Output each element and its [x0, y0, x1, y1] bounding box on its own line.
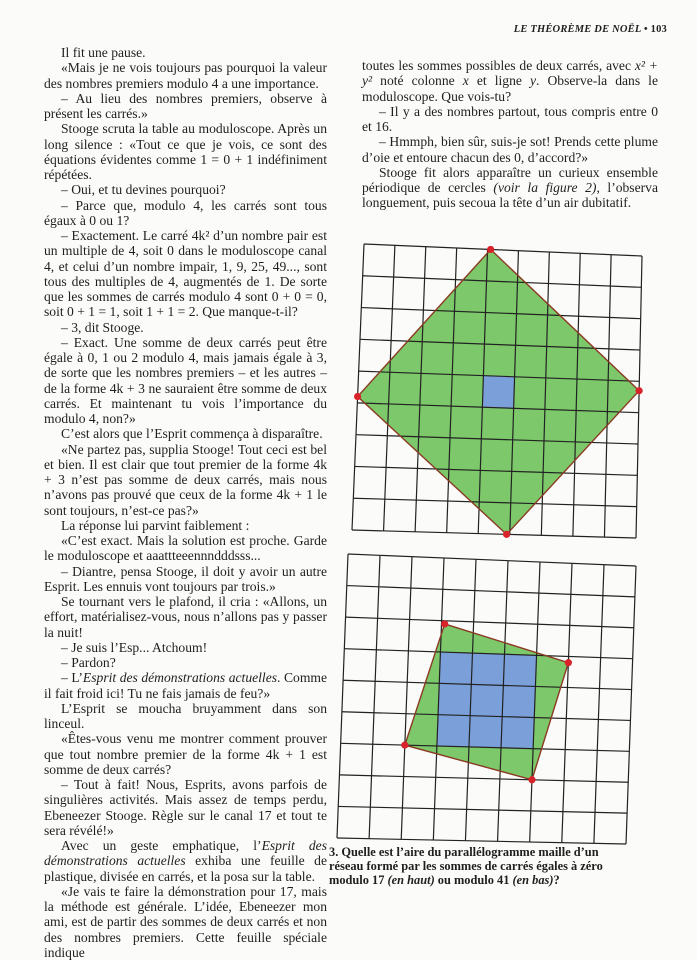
text-run: . Observe-la dans le moduloscope. Que vois-tu?	[362, 73, 658, 104]
text-run: exhiba une feuille de plastique, divisée en carrés, et la posa sur la table.	[44, 853, 327, 884]
paragraph: – Au lieu des nombres premiers, observe à présent les carrés.»	[44, 90, 327, 121]
paragraph: – Exactement. Le carré 4k² d’un nombre pair est un multiple de 4, soit 0 dans le moduloscope canal 4, et celui d’un nombre impair, 1, 9, 25, 49..., sont tous des multiples de 4, augmentés de 1. De sorte que les sommes de carrés modulo 4 sont 0 + 0 = 0, soit 0 + 1 = 1, soit 1 + 1 = 2. Que manque-t-il?	[44, 228, 327, 320]
paragraph: – Il y a des nombres partout, tous compris entre 0 et 16.	[362, 103, 658, 134]
paragraph	[362, 58, 658, 104]
paragraph	[362, 165, 658, 211]
lattice-vertex	[503, 531, 510, 538]
paragraph: «Je vais te faire la démonstration pour 17, mais la méthode est générale. L’idée, Ebeneezer mon ami, est de partir des sommes de deux carrés et non des nombres premiers. Cette feuille spéciale indique	[44, 883, 327, 960]
highlight-cell	[439, 652, 472, 684]
figure-caption	[329, 846, 635, 887]
highlight-cell	[502, 685, 535, 717]
caption-text: Quelle est l’aire du parallélogramme maille d’un réseau formé par les sommes de carrés égales à zéro modulo 17	[329, 845, 603, 887]
lattice-vertex	[354, 393, 361, 400]
italic-run: Esprit des démonstrations actuelles	[44, 838, 327, 869]
header-separator: •	[643, 24, 648, 35]
paragraph: Se tournant vers le plafond, il cria : «Allons, un effort, matérialisez-vous, nous n’allons pas y passer la nuit!	[44, 594, 327, 640]
italic-run: Esprit des démonstrations actuelles	[82, 670, 278, 686]
text-run: – L’	[61, 670, 83, 686]
highlight-cell	[471, 653, 504, 685]
caption-number: 3.	[329, 845, 339, 859]
paragraph: – Je suis l’Esp... Atchoum!	[61, 639, 208, 655]
highlight-cell	[469, 716, 502, 748]
paragraph: – Oui, et tu devines pourquoi?	[61, 182, 226, 198]
highlight-cell	[501, 717, 534, 749]
paragraph: «Mais je ne vois toujours pas pourquoi la valeur des nombres premiers modulo 4 a une importance.	[44, 60, 327, 91]
highlight-cell	[438, 683, 471, 715]
caption-text: ou modulo 41	[434, 872, 513, 887]
figure-lattice-mod-17	[344, 238, 654, 548]
text-run: toutes les sommes possibles de deux carrés, avec	[362, 58, 635, 73]
text-run: , l’observa longuement, puis secoua la tête d’un air dubitatif.	[362, 180, 658, 211]
paragraph: Stooge scruta la table au moduloscope. Après un long silence : «Tout ce que je vois, ce sont des équations évidentes comme 1 = 0 + 1 indéfiniment répétées.	[44, 121, 327, 182]
paragraph: La réponse lui parvint faiblement :	[61, 517, 250, 533]
paragraph: – Hmmph, bien sûr, suis-je sot! Prends cette plume d’oie et entoure chacun des 0, d’accord?»	[362, 134, 658, 165]
formula: x² + y²	[362, 58, 658, 89]
header-title: LE THÉORÈME DE NOËL	[513, 24, 642, 35]
caption-italic: (en bas)	[512, 872, 554, 887]
paragraph: «Êtes-vous venu me montrer comment prouver que tout nombre premier de la forme 4k + 1 est somme de deux carrés?	[44, 731, 327, 777]
figure-reference: (voir la figure 2)	[493, 180, 597, 195]
paragraph: – Tout à fait! Nous, Esprits, avons parfois de singulières activités. Mais assez de temps perdu, Ebeneezer Stooge. Règle sur le canal 17 et tout te sera révélé!»	[44, 777, 327, 838]
lattice-vertex	[401, 742, 408, 749]
page-number: 103	[650, 24, 667, 35]
caption-text: ?	[553, 872, 560, 887]
right-column	[362, 58, 658, 211]
paragraph	[44, 838, 327, 884]
highlight-cell	[482, 376, 514, 409]
text-run: Avec un geste emphatique, l’	[61, 838, 262, 853]
paragraph: C’est alors que l’Esprit commença à disparaître.	[61, 426, 323, 442]
highlight-cell	[437, 715, 470, 747]
text-run: . Comme il fait froid ici! Tu ne fais jamais de feu?»	[44, 670, 328, 701]
paragraph: – Exact. Une somme de deux carrés peut être égale à 0, 1 ou 2 modulo 4, mais jamais égale à 3, de sorte que les nombres premiers – et les autres – de la forme 4k + 3 ne sauraient être somme de deux carrés. Et maintenant tu vois l’importance du modulo 4, non?»	[44, 334, 327, 426]
highlight-cell	[470, 684, 503, 716]
paragraph	[44, 670, 327, 701]
variable-x: x	[462, 73, 469, 89]
paragraph: «C’est exact. Mais la solution est proche. Garde le moduloscope et aaattteeennndddsss...	[44, 533, 327, 564]
figure-lattice-mod-41	[331, 548, 646, 848]
paragraph: Il fit une pause.	[61, 45, 146, 60]
variable-y: y	[529, 73, 537, 89]
running-header	[514, 24, 667, 35]
caption-italic: (en haut)	[387, 872, 435, 887]
left-column	[44, 45, 327, 960]
paragraph: «Ne partez pas, supplia Stooge! Tout ceci est bel et bien. Il est clair que tout premier de la forme 4k + 3 n’est pas somme de deux carrés, mais nous n’avons pas prouvé que ceux de la forme 4k + 1 le sont toujours, n’est-ce pas?»	[44, 441, 327, 518]
paragraph: – Parce que, modulo 4, les carrés sont tous égaux à 0 ou 1?	[44, 197, 327, 228]
lattice-vertex	[636, 387, 643, 394]
paragraph: L’Esprit se moucha bruyamment dans son linceul.	[44, 700, 327, 731]
paragraph: – 3, dit Stooge.	[61, 319, 144, 335]
paragraph: – Diantre, pensa Stooge, il doit y avoir un autre Esprit. Les ennuis vont toujours par trois.»	[44, 563, 327, 594]
lattice-vertex	[565, 659, 572, 666]
highlight-cell	[503, 654, 536, 686]
lattice-vertex	[441, 620, 448, 627]
lattice-vertex	[487, 246, 494, 253]
lattice-vertex	[528, 776, 535, 783]
paragraph: – Pardon?	[61, 655, 116, 670]
text-run: noté colonne	[372, 73, 463, 89]
text-run: Stooge fit alors apparaître un curieux ensemble périodique de cercles	[362, 164, 658, 195]
text-run: et ligne	[468, 73, 530, 89]
